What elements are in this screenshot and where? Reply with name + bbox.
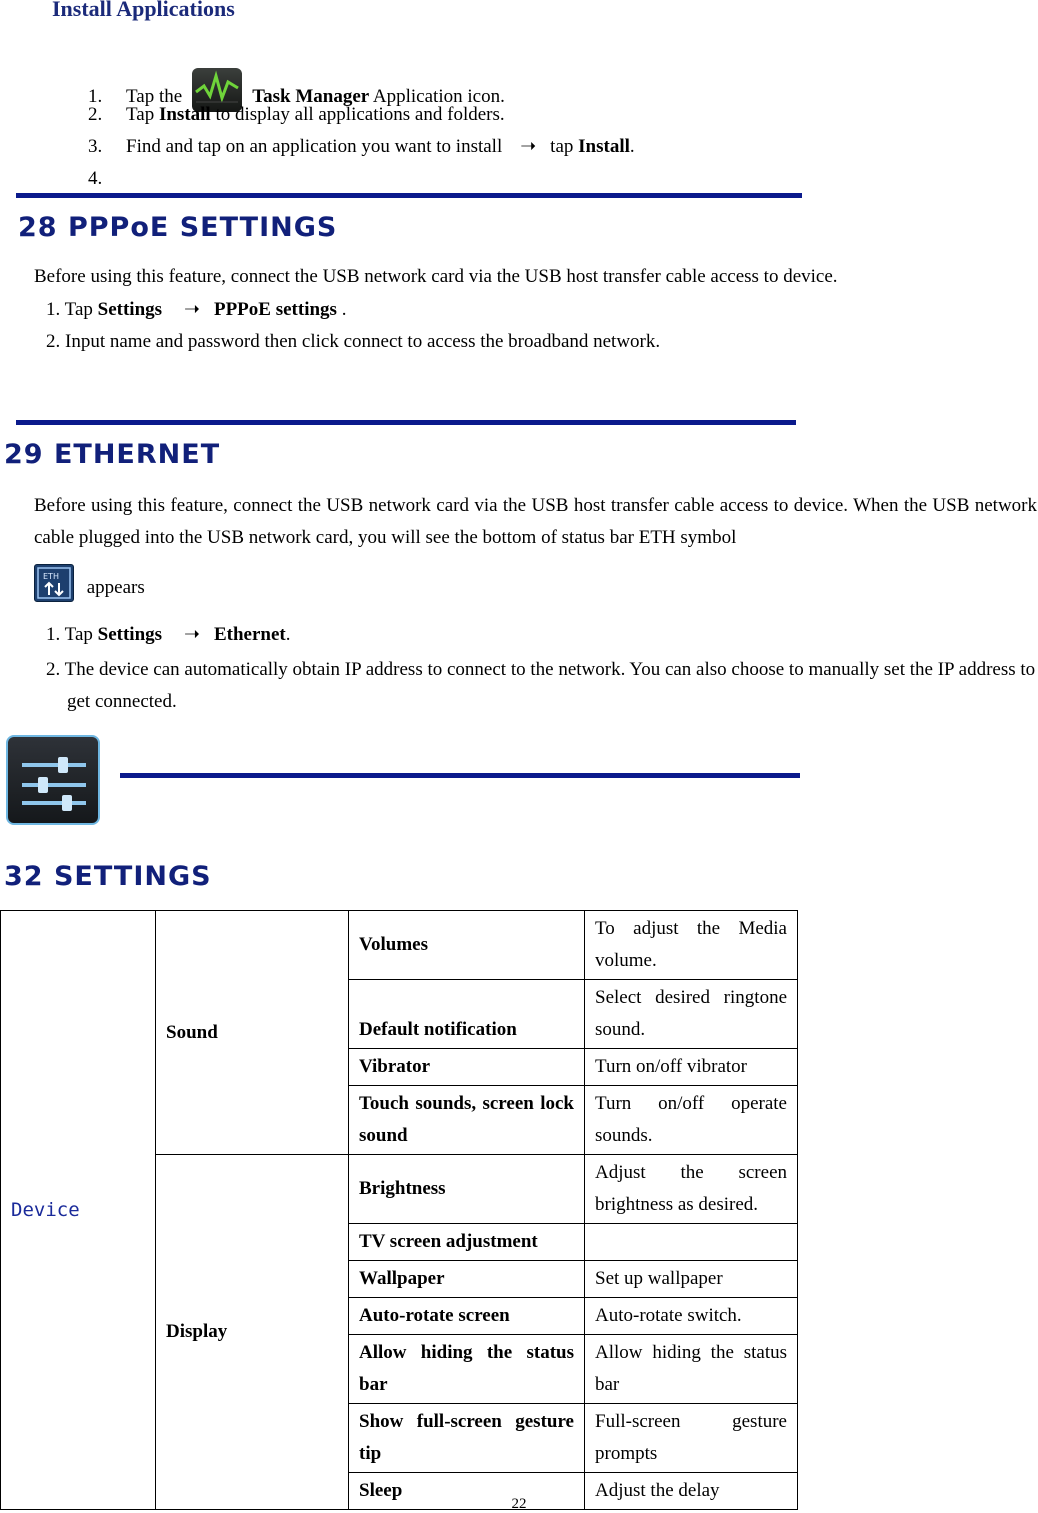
setting-desc: Select desired ringtone sound. bbox=[585, 980, 798, 1049]
setting-desc: Adjust the delay bbox=[585, 1473, 798, 1510]
setting-name: Vibrator bbox=[349, 1049, 585, 1086]
ethernet-status-icon bbox=[34, 564, 74, 602]
eth-icon-label: ETH bbox=[43, 572, 59, 581]
setting-name: Show full-screen gesture tip bbox=[349, 1404, 585, 1473]
device-category: Device bbox=[1, 911, 156, 1510]
arrow-right-icon: ➝ bbox=[184, 299, 200, 320]
settings-table bbox=[0, 910, 798, 1510]
setting-desc: Turn on/off operate sounds. bbox=[585, 1086, 798, 1155]
settings-app-icon bbox=[6, 735, 100, 825]
settings-heading: 32 SETTINGS bbox=[4, 861, 212, 892]
section-divider bbox=[120, 773, 800, 778]
setting-desc: Allow hiding the status bar bbox=[585, 1335, 798, 1404]
ethernet-appears-line: ETH appears bbox=[34, 564, 145, 602]
ethernet-item-2: 2. The device can automatically obtain IP address to connect to the network. You can also choose to manually set the IP address to get connected. bbox=[46, 659, 1036, 712]
pppoe-intro: Before using this feature, connect the USB network card via the USB host transfer cable access to device. bbox=[34, 266, 838, 287]
setting-name: TV screen adjustment bbox=[349, 1224, 585, 1261]
install-step-1: 1. Tap the Task Manager Application icon. bbox=[88, 68, 505, 112]
setting-desc: Turn on/off vibrator bbox=[585, 1049, 798, 1086]
ethernet-heading: 29 ETHERNET bbox=[4, 439, 221, 470]
install-step-2: 2. Tap Install to display all applications and folders. bbox=[88, 104, 505, 125]
setting-desc: Full-screen gesture prompts bbox=[585, 1404, 798, 1473]
setting-desc bbox=[585, 1224, 798, 1261]
pppoe-heading: 28 PPPoE SETTINGS bbox=[18, 212, 338, 243]
setting-desc: To adjust the Media volume. bbox=[585, 911, 798, 980]
section-divider bbox=[16, 420, 796, 425]
setting-name: Brightness bbox=[349, 1155, 585, 1224]
table-row bbox=[1, 911, 798, 980]
pppoe-item-1: 1. Tap Settings ➝ PPPoE settings . bbox=[46, 297, 346, 323]
install-step-3: 3. Find and tap on an application you want to install ➝ tap Install. bbox=[88, 134, 635, 160]
setting-name: Sleep bbox=[349, 1473, 585, 1510]
arrow-right-icon: ➝ bbox=[520, 136, 537, 157]
setting-name: Touch sounds, screen lock sound bbox=[349, 1086, 585, 1155]
setting-desc: Auto-rotate switch. bbox=[585, 1298, 798, 1335]
sound-group: Sound bbox=[156, 911, 349, 1155]
setting-name: Auto-rotate screen bbox=[349, 1298, 585, 1335]
ethernet-intro: Before using this feature, connect the USB network card via the USB host transfer cable access to device. When the USB network cable plugged into the USB network card, you will see the bottom of status bar ETH symbol bbox=[34, 495, 1037, 548]
page-number: 22 bbox=[511, 1496, 527, 1512]
setting-desc: Adjust the screen brightness as desired. bbox=[585, 1155, 798, 1224]
pppoe-item-2: 2. Input name and password then click connect to access the broadband network. bbox=[46, 331, 661, 352]
arrow-right-icon: ➝ bbox=[184, 624, 200, 645]
display-group: Display bbox=[156, 1155, 349, 1510]
section-divider bbox=[16, 193, 802, 198]
setting-name: Allow hiding the status bar bbox=[349, 1335, 585, 1404]
setting-name: Default notification bbox=[349, 980, 585, 1049]
install-step-4: 4. bbox=[88, 168, 103, 189]
setting-name: Volumes bbox=[349, 911, 585, 980]
install-applications-title: Install Applications bbox=[52, 0, 235, 21]
setting-name: Wallpaper bbox=[349, 1261, 585, 1298]
ethernet-item-1: 1. Tap Settings ➝ Ethernet. bbox=[46, 622, 290, 648]
setting-desc: Set up wallpaper bbox=[585, 1261, 798, 1298]
